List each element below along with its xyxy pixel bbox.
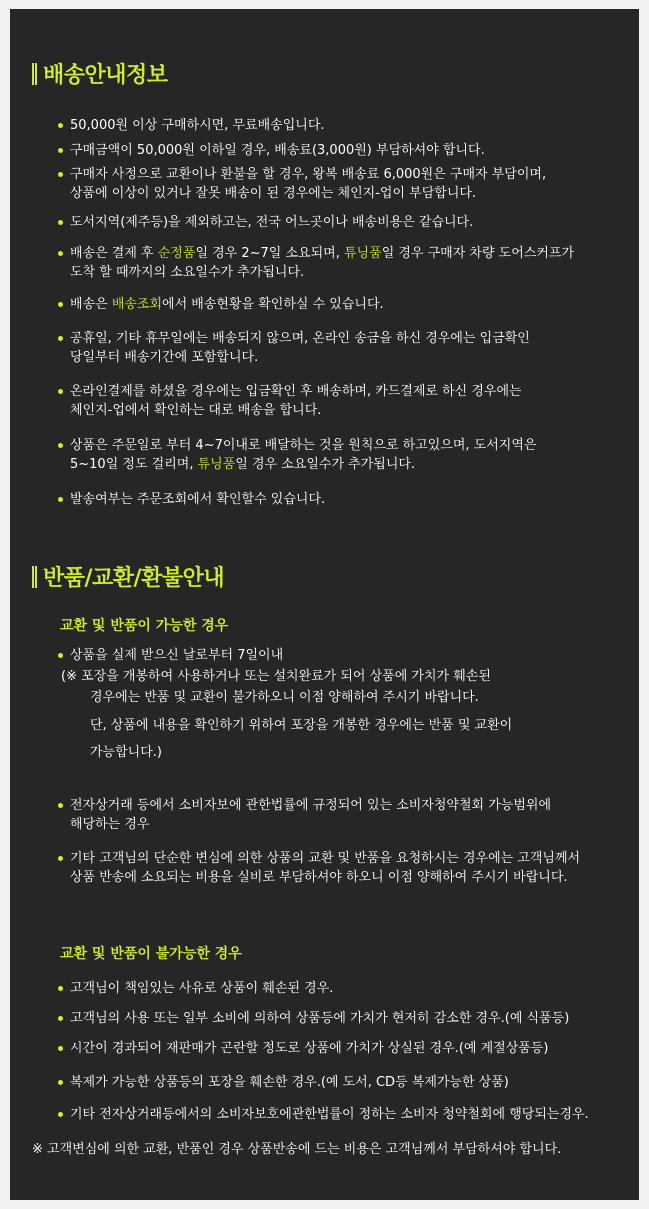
tuning-product-highlight: 튜닝품 [197,457,236,472]
bullet-icon [58,986,63,991]
bullet-icon [58,172,63,177]
return-cost-note: ※ 고객변심에 의한 교환, 반품인 경우 상품반송에 드는 비용은 고객님께서 부담하셔야 합니다. [32,1142,562,1157]
list-item: 고객님의 사용 또는 일부 소비에 의하여 상품등에 가치가 현저히 감소한 경우.(예 식품등) [58,1009,638,1028]
bullet-icon [58,251,63,256]
list-item: 온라인결제를 하셨을 경우에는 입금확인 후 배송하며, 카드결제로 하신 경우에는 체인지-업에서 확인하는 대로 배송을 합니다. [58,382,638,420]
bullet-icon [58,148,63,153]
bullet-icon [58,443,63,448]
returns-note-line: 가능합니다.) [90,745,162,760]
returns-impossible-heading: 교환 및 반품이 불가능한 경우 [60,946,242,962]
list-item: 발송여부는 주문조회에서 확인할수 있습니다. [58,490,638,509]
bullet-icon [58,336,63,341]
list-item: 배송은 결제 후 순정품일 경우 2~7일 소요되며, 튜닝품일 경우 구매자 차량 도어스커프가 도착 할 때까지의 소요일수가 추가됩니다. [58,244,638,282]
bullet-icon [58,1112,63,1117]
list-item: 전자상거래 등에서 소비자보에 관한법률에 규정되어 있는 소비자청약철회 가능범위에 해당하는 경우 [58,796,638,834]
bullet-icon [58,803,63,808]
shipping-section-title: 배송안내정보 [32,61,168,91]
list-item: 복제가 가능한 상품등의 포장을 훼손한 경우.(예 도서, CD등 복제가능한 상품) [58,1073,638,1092]
list-item: 기타 고객님의 단순한 변심에 의한 상품의 교환 및 반품을 요청하시는 경우에는 고객님께서 상품 반송에 소요되는 비용을 실비로 부담하셔야 하오니 이점 양해하여 주시기 바랍니다. [58,849,638,887]
bullet-icon [58,123,63,128]
list-item: 시간이 경과되어 재판매가 곤란할 정도로 상품에 가치가 상실된 경우.(예 계절상품등) [58,1039,638,1058]
list-item: 구매자 사정으로 교환이나 환불을 할 경우, 왕복 배송료 6,000원은 구매자 부담이며, 상품에 이상이 있거나 잘못 배송이 된 경우에는 체인지-업이 부담합니다. [58,165,638,203]
delivery-tracking-link[interactable]: 배송조회 [111,297,163,312]
title-marker-icon [32,566,37,588]
returns-note-line: 단, 상품에 내용을 확인하기 위하여 포장을 개봉한 경우에는 반품 및 교환이 [90,718,513,733]
list-item: 상품을 실제 받으신 날로부터 7일이내 [58,646,638,665]
bullet-icon [58,220,63,225]
returns-note-line: (※ 포장을 개봉하여 사용하거나 또는 설치완료가 되어 상품에 가치가 훼손된 [61,669,491,684]
bullet-icon [58,653,63,658]
tuning-product-highlight: 튜닝품 [344,246,382,261]
list-item: 배송은 배송조회에서 배송현황을 확인하실 수 있습니다. [58,295,638,314]
list-item: 50,000원 이상 구매하시면, 무료배송입니다. [58,116,638,135]
bullet-icon [58,1080,63,1085]
bullet-icon [58,1046,63,1051]
list-item: 도서지역(제주등)을 제외하고는, 전국 어느곳이나 배송비용은 같습니다. [58,213,638,232]
returns-possible-heading: 교환 및 반품이 가능한 경우 [60,618,229,634]
list-item: 고객님이 책임있는 사유로 상품이 훼손된 경우. [58,979,638,998]
returns-section-title: 반품/교환/환불안내 [32,564,224,594]
list-item: 구매금액이 50,000원 이하일 경우, 배송료(3,000원) 부담하셔야 합니다. [58,141,638,160]
returns-note-line: 경우에는 반품 및 교환이 불가하오니 이점 양해하여 주시기 바랍니다. [90,690,479,705]
genuine-product-highlight: 순정품 [157,246,196,261]
bullet-icon [58,497,63,502]
list-item: 상품은 주문일로 부터 4~7이내로 배달하는 것을 원칙으로 하고있으며, 도서지역은 5~10일 정도 걸리며, 튜닝품일 경우 소요일수가 추가됩니다. [58,436,638,474]
list-item: 기타 전자상거래등에서의 소비자보호에관한법률이 정하는 소비자 청약철회에 행당되는경우. [58,1105,638,1124]
bullet-icon [58,302,63,307]
list-item: 공휴일, 기타 휴무일에는 배송되지 않으며, 온라인 송금을 하신 경우에는 입금확인 당일부터 배송기간에 포함합니다. [58,329,638,367]
info-panel [10,9,639,1200]
bullet-icon [58,856,63,861]
bullet-icon [58,389,63,394]
title-marker-icon [32,63,37,85]
bullet-icon [58,1016,63,1021]
